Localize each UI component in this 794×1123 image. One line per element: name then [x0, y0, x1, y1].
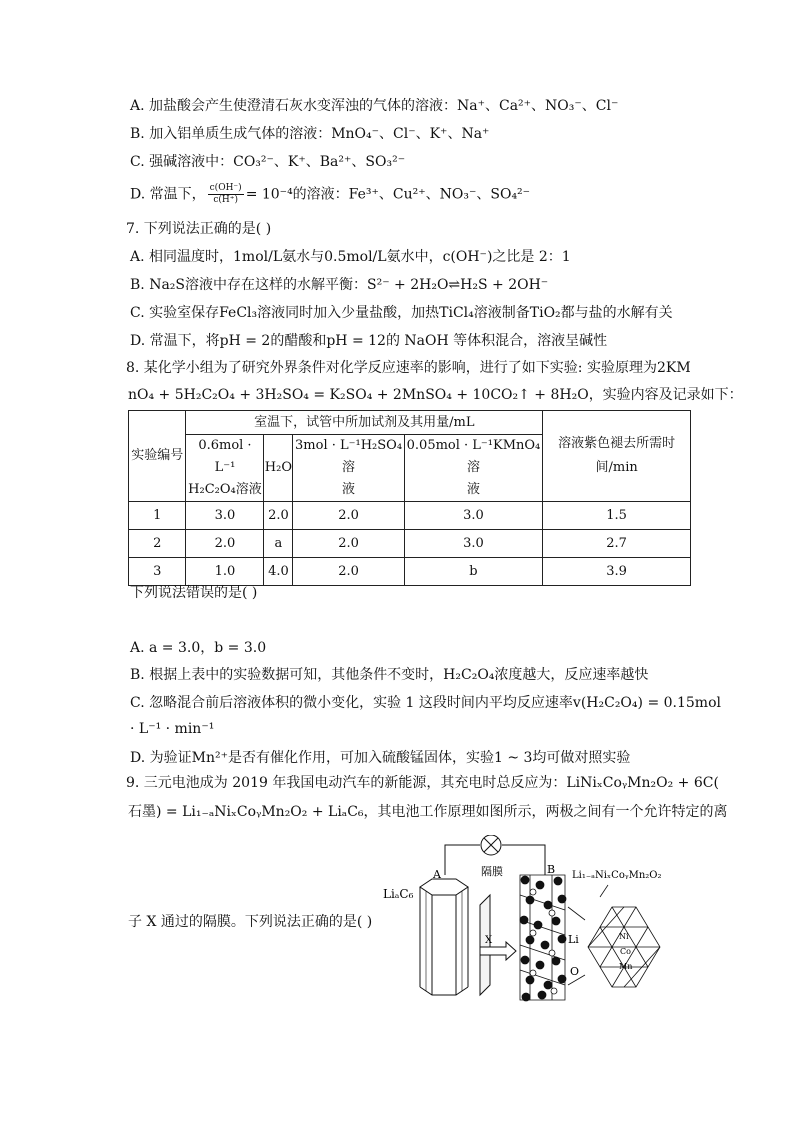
table-header-group: 室温下，试管中所加试剂及其用量/mL [186, 411, 543, 435]
experiment-table [128, 410, 691, 586]
q6-option-d [130, 183, 530, 206]
table-cell: 2.0 [186, 530, 264, 558]
ion-x-label: X [485, 935, 493, 946]
electrode-b-label: B [547, 863, 556, 876]
table-cell: 2 [129, 530, 186, 558]
table-header-col2: H₂O [264, 435, 293, 502]
table-cell: 3.0 [186, 502, 264, 530]
q8-option-c-line2: · L⁻¹ · min⁻¹ [130, 721, 215, 737]
col4-line2: 液 [466, 482, 480, 497]
graphite-electrode [420, 879, 468, 995]
q7-option-c: C. 实验室保存FeCl₃溶液同时加入少量盐酸，加热TiCl₄溶液制备TiO₂都与盐的水解有关 [130, 305, 673, 321]
table-cell: 2.0 [293, 502, 404, 530]
cathode-material-label: Li₁₋ₐNiₓCoᵧMn₂O₂ [572, 870, 662, 881]
q9-stem-line3: 子 X 通过的隔膜。下列说法正确的是( ) [128, 914, 373, 930]
q9-stem-line1: 9. 三元电池成为 2019 年我国电动汽车的新能源，其充电时总反应为：LiNiₓCoᵧMn₂O₂ + 6C( [126, 775, 719, 791]
col1-line2: H₂C₂O₄溶液 [188, 482, 262, 497]
table-row [129, 530, 691, 558]
q8-option-c-line1: C. 忽略混合前后溶液体积的微小变化，实验 1 这段时间内平均反应速率v(H₂C₂O₄) = 0.15mol [130, 695, 721, 711]
table-cell: 3.0 [404, 530, 543, 558]
anode-material-label: LiₐC₆ [383, 887, 414, 901]
q6-option-c: C. 强碱溶液中：CO₃²⁻、K⁺、Ba²⁺、SO₃²⁻ [130, 154, 406, 170]
membrane-label: 隔膜 [481, 865, 503, 878]
table-row [129, 502, 691, 530]
table-cell: 3.9 [543, 558, 691, 586]
q6-option-b: B. 加入铝单质生成气体的溶液：MnO₄⁻、Cl⁻、K⁺、Na⁺ [130, 126, 490, 142]
q8-stem-line2: nO₄ + 5H₂C₂O₄ + 3H₂SO₄ = K₂SO₄ + 2MnSO₄ + 10CO₂↑ + 8H₂O，实验内容及记录如下： [128, 387, 743, 403]
battery-diagram [380, 835, 710, 1005]
table-cell: b [404, 558, 543, 586]
table-cell: 1.0 [186, 558, 264, 586]
table-row [129, 558, 691, 586]
cathode-lattice [520, 875, 566, 1001]
pointer-arrow-icon [600, 885, 608, 897]
table-cell: 3.0 [404, 502, 543, 530]
q7-option-b: B. Na₂S溶液中存在这样的水解平衡：S²⁻ + 2H₂O⇌H₂S + 2OH⁻ [130, 277, 549, 293]
q8-after-table: 下列说法错误的是( ) [130, 585, 258, 601]
fraction-denominator: c(H⁺) [213, 195, 238, 205]
q8-option-a: A. a = 3.0，b = 3.0 [130, 640, 267, 656]
fraction-numerator: c(OH⁻) [209, 183, 242, 193]
q6-option-a: A. 加盐酸会产生使澄清石灰水变浑浊的气体的溶液：Na⁺、Ca²⁺、NO₃⁻、Cl⁻ [130, 98, 619, 114]
table-cell: 1 [129, 502, 186, 530]
oxygen-label: O [570, 965, 580, 978]
col4-line1: 0.05mol · L⁻¹KMnO₄溶 [406, 438, 541, 475]
table-cell: 2.7 [543, 530, 691, 558]
lithium-label: Li [568, 933, 579, 946]
table-cell: 1.5 [543, 502, 691, 530]
q6-option-d-suffix: = 10⁻⁴的溶液：Fe³⁺、Cu²⁺、NO₃⁻、SO₄²⁻ [245, 186, 531, 203]
manganese-label: Mn [619, 962, 633, 971]
table-header-time: 溶液紫色褪去所需时间/min [543, 411, 691, 502]
cobalt-label: Co [620, 947, 631, 956]
q9-stem-line2: 石墨) = Li₁₋ₐNiₓCoᵧMn₂O₂ + LiₐC₆，其电池工作原理如图所示，两极之间有一个允许特定的离 [128, 804, 728, 820]
table-header-id: 实验编号 [129, 411, 186, 502]
table-cell: 3 [129, 558, 186, 586]
q7-option-d: D. 常温下，将pH = 2的醋酸和pH = 12的 NaOH 等体积混合，溶液呈碱性 [130, 333, 608, 349]
col1-line1: 0.6mol · L⁻¹ [198, 438, 252, 475]
nickel-label: Ni [619, 932, 629, 941]
col3-line1: 3mol · L⁻¹H₂SO₄溶 [295, 438, 403, 475]
table-cell: 2.0 [293, 558, 404, 586]
table-cell: 2.0 [293, 530, 404, 558]
q6-option-d-prefix: D. 常温下， [130, 186, 206, 203]
q8-stem-line1: 8. 某化学小组为了研究外界条件对化学反应速率的影响，进行了如下实验: 实验原理为2KM [126, 360, 691, 376]
q8-option-d: D. 为验证Mn²⁺是否有催化作用，可加入硫酸锰固体，实验1 ~ 3均可做对照实验 [130, 750, 631, 766]
col3-line2: 液 [342, 482, 356, 497]
q7-stem: 7. 下列说法正确的是( ) [126, 221, 272, 237]
q6-fraction [208, 183, 244, 206]
q8-option-b: B. 根据上表中的实验数据可知，其他条件不变时，H₂C₂O₄浓度越大，反应速率越快 [130, 667, 649, 683]
table-cell: 4.0 [264, 558, 293, 586]
table-header-col3 [293, 435, 404, 502]
table-cell: 2.0 [264, 502, 293, 530]
electrode-a-label: A [433, 868, 441, 881]
table-cell: a [264, 530, 293, 558]
table-header-col1 [186, 435, 264, 502]
q7-option-a: A. 相同温度时，1mol/L氨水与0.5mol/L氨水中，c(OH⁻)之比是 2：1 [130, 249, 571, 265]
table-header-col4 [404, 435, 543, 502]
